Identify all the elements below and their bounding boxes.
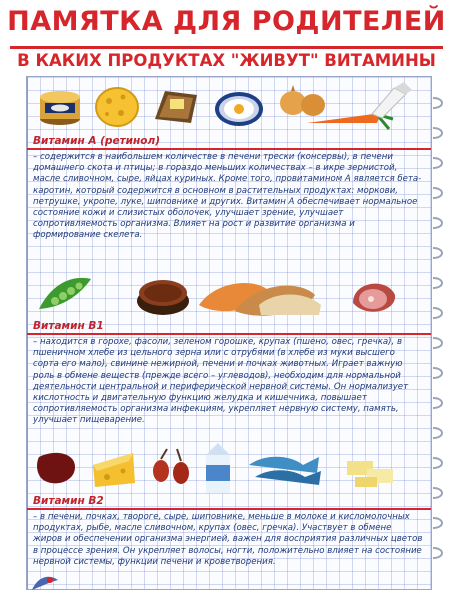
notebook-sheet <box>26 76 432 590</box>
vitamin-b2-description: – в печени, почках, твороге, сыре, шиповнике, меньше в молоке и кисломолочных продуктах, рыбе, масле сливочном, крупах (овес, гречка). Участвует в обмене жиров и обеспечении организма энергией, важен для восприятия различных цветов в процессе зрения. Он укрепляет волосы, ногти, положительно влияет на состояние нервной системы, функции печени и кроветворения. <box>33 512 423 567</box>
canned-fish-icon <box>37 87 83 127</box>
butter-toast-icon <box>151 85 201 127</box>
fountain-pen-icon <box>364 80 420 120</box>
vitamin-b2-foods <box>27 441 431 499</box>
page-subtitle: В КАКИХ ПРОДУКТАХ "ЖИВУТ" ВИТАМИНЫ <box>17 51 436 70</box>
butter-icon <box>343 447 397 491</box>
fried-egg-icon <box>213 85 265 129</box>
bread-loaves-icon <box>195 271 325 321</box>
cheese-wedge-icon <box>89 447 139 491</box>
fish-icon <box>245 451 327 487</box>
green-peas-icon <box>35 271 95 317</box>
notebook-spiral <box>431 88 453 588</box>
vitamin-a-label: Витамин А (ретинол) <box>33 135 160 147</box>
vitamin-a-description: – содержится в наибольшем количестве в печени трески (консервы), в печени домашнего скота и птицы; в гораздо меньших количествах – в икре зернистой, масле сливочном, сыре, яйцах куриных. Кроме того, провитамином А является бета-каротин, который содержится в основном в растительных продуктах: моркови, петрушке, укропе, луке, шиповнике и других. Витамин А обеспечивает нормальное состояние кожи и слизистых оболочек, улучшает зрение, улучшает сопротивляемость организма. Влияет на рост и развитие организма и формирование скелета. <box>33 152 422 241</box>
page-title: ПАМЯТКА ДЛЯ РОДИТЕЛЕЙ <box>7 6 446 37</box>
vitamin-a-rule <box>27 148 431 150</box>
vitamin-b2-label: Витамин В2 <box>33 495 104 507</box>
publisher-logo-icon <box>30 572 60 594</box>
milk-carton-icon <box>203 441 233 495</box>
vitamin-b1-description: – находится в горохе, фасоли, зеленом горошке, крупах (пшено, овес, гречка), в пшеничном хлебе из цельного зерна или с отрубями (в хлебе из муки высшего сорта его мало), свинине нежирной, печени и почках животных. Играет важную роль в обмене веществ (прежде всего – углеводов), необходим для нормальной деятельности центральной и периферической нервной системы. Он нормализует кислотность и двигательную функцию желудка и кишечника, повышает сопротивляемость организма инфекциям, укрепляет нервную систему, память, улучшает пищеварение. <box>33 337 409 426</box>
vitamin-b1-label: Витамин В1 <box>33 320 104 332</box>
ham-icon <box>347 273 399 319</box>
vitamin-b1-rule <box>27 333 431 335</box>
rosehip-icon <box>147 447 197 489</box>
liver-icon <box>35 447 79 489</box>
buckwheat-bowl-icon <box>135 271 191 319</box>
vitamin-b1-foods <box>27 267 431 327</box>
vitamin-b2-rule <box>27 508 431 510</box>
title-underline <box>10 46 443 49</box>
cheese-icon <box>93 83 141 129</box>
